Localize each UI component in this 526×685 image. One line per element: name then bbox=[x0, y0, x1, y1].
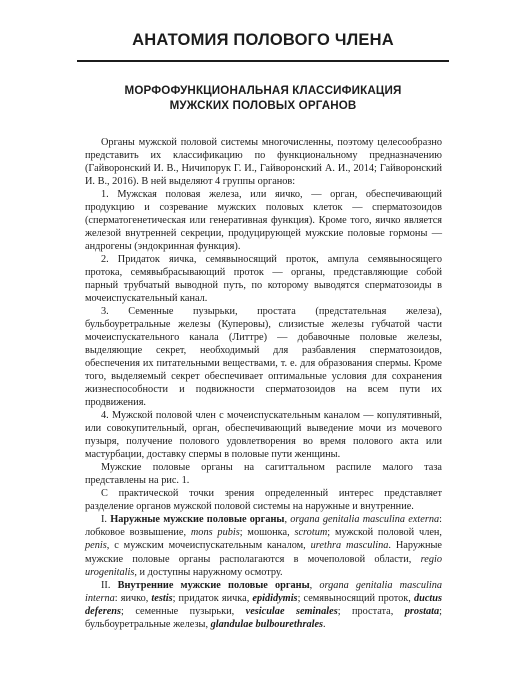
latin-term: vesiculae seminales bbox=[245, 605, 338, 617]
latin-term: penis bbox=[85, 540, 107, 552]
latin-term-bold bbox=[405, 606, 439, 617]
text-run: , bbox=[284, 514, 291, 526]
internal-organs-heading: Внутренние мужские половые органы bbox=[117, 579, 310, 591]
running-header: АНАТОМИЯ ПОЛОВОГО ЧЛЕНА bbox=[132, 31, 394, 49]
section-title-line-2: МУЖСКИХ ПОЛОВЫХ ОРГАНОВ bbox=[169, 98, 357, 112]
latin-term-bold bbox=[151, 593, 172, 604]
text-run: , с мужским мочеиспускательным каналом, bbox=[106, 540, 311, 552]
paragraph-practical: С практической точки зрения определенный интерес представляет разделение органов мужской половой системы на наружные и внутренние. bbox=[85, 488, 442, 513]
text-run: ; семявыносящий проток, bbox=[297, 592, 414, 604]
section-title-line-1: МОРФОФУНКЦИОНАЛЬНАЯ КЛАССИФИКАЦИЯ bbox=[124, 84, 402, 97]
latin-term: scrotum bbox=[294, 527, 328, 539]
latin-term-bold bbox=[211, 619, 323, 630]
text-run: ; мужской половой член, bbox=[327, 527, 442, 539]
latin-term: urethra masculina bbox=[310, 540, 389, 552]
latin-term: mons pubis bbox=[190, 527, 240, 539]
header-rule bbox=[77, 60, 449, 62]
paragraph-group-1: 1. Мужская половая железа, или яичко, — орган, обеспечивающий продукцию и созревание мужских половых клеток — сперматозоидов (сперматогенетическая или генеративная функция). Кроме того, яичко является железой внутренней секреции, продуцирующей мужские половые гормоны — андрогены (эндокринная функция). bbox=[85, 189, 442, 253]
body-text bbox=[85, 136, 442, 631]
latin-term: testis bbox=[151, 592, 173, 604]
latin-term: prostata bbox=[404, 605, 440, 617]
paragraph-external-organs bbox=[85, 513, 442, 578]
roman-numeral: I. bbox=[101, 514, 111, 526]
text-run: ; мошонка, bbox=[239, 527, 295, 539]
text-run: ; бульбоуретральные железы, bbox=[85, 605, 442, 630]
latin-term: organa genitalia masculina interna bbox=[85, 579, 442, 604]
text-run: . Наружные мужские половые органы располагаются в мочеполовой области, bbox=[85, 540, 443, 565]
latin-term-bold bbox=[246, 606, 338, 617]
paragraph-group-2: 2. Придаток яичка, семявыносящий проток, ампула семявыносящего протока, семявыбрасывающий проток — органы, представляющие собой парный трубчатый выводной путь, по которому выводятся сперматозоиды в мочеиспускательный канал. bbox=[85, 254, 442, 305]
latin-term: glandulae bulbourethrales bbox=[210, 618, 324, 630]
text-run: ; простата, bbox=[337, 605, 405, 617]
text-run: ; придаток яичка, bbox=[172, 592, 253, 604]
latin-term: organa genitalia masculina externa bbox=[290, 514, 440, 526]
text-run: , и доступны наружному осмотру. bbox=[134, 566, 283, 578]
text-run: : лобковое возвышение, bbox=[85, 514, 442, 539]
external-organs-heading: Наружные мужские половые органы bbox=[110, 514, 285, 526]
paragraph-intro: Органы мужской половой системы многочисленны, поэтому целесообразно представить их классификацию по функциональному предназначению (Гайворонский И. В., Ничипорук Г. И., Гайворонский А. И., 2014; Гайворонский И. В., 2016). В ней выделяют 4 группы органов: bbox=[85, 137, 442, 188]
section-title bbox=[60, 84, 466, 113]
text-run: ; семенные пузырьки, bbox=[121, 605, 246, 617]
paragraph-group-4: 4. Мужской половой член с мочеиспускательным каналом — копулятивный, или совокупительный, орган, обеспечивающий выведение мочи из мочевого пузыря, получение полового удовлетворения во время полового акта или мастурбации, доставку спермы в половые пути женщины. bbox=[85, 410, 442, 461]
latin-term: regio urogenitalis bbox=[85, 553, 442, 578]
text-run: . bbox=[323, 618, 326, 630]
paragraph-internal-organs bbox=[85, 579, 442, 631]
text-run: , bbox=[309, 579, 320, 591]
text-run: : яичко, bbox=[114, 592, 152, 604]
latin-term: ductus deferens bbox=[85, 592, 442, 617]
paragraph-group-3: 3. Семенные пузырьки, простата (предстательная железа), бульбоуретральные железы (Куперовы), слизистые железы губчатой части мочеиспускательного канала (Литтре) — добавочные половые железы, выделяющие секрет, необходимый для разбавления сперматозоидов, обеспечения их питательными веществами, т. е. для образования спермы. Кроме того, выделяемый секрет обеспечивает оптимальные условия для сохранения жизнеспособности и подвижности сперматозоидов на всем пути их продвижения. bbox=[85, 306, 442, 409]
roman-numeral: II. bbox=[101, 579, 118, 591]
latin-term: epididymis bbox=[252, 592, 298, 604]
paragraph-sagittal: Мужские половые органы на сагиттальном распиле малого таза представлены на рис. 1. bbox=[85, 462, 442, 487]
latin-term-bold bbox=[252, 593, 297, 604]
